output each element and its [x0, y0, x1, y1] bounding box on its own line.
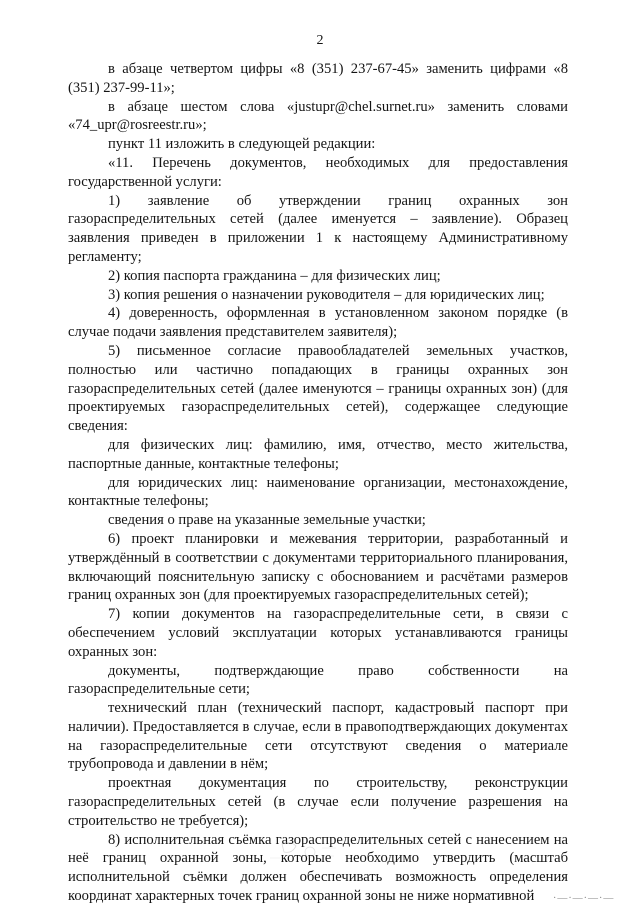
page-number: 2	[316, 33, 324, 48]
paragraph-technical-plan: технический план (технический паспорт, кадастровый паспорт при наличии). Предоставляется в случае, если в правоподтверждающих документах на газораспределительные сети отсутствуют сведения о материале трубопровода и давлении в нём;	[68, 700, 568, 773]
paragraph-item-11-heading: «11. Перечень документов, необходимых для предоставления государственной услуги:	[68, 154, 568, 190]
paragraph-project-documentation: проектная документация по строительству, реконструкции газораспределительных сетей (в случае если получение разрешения на строительство не требуется);	[68, 775, 568, 829]
paragraph-legal-entities: для юридических лиц: наименование организации, местонахождение, контактные телефоны;	[68, 474, 568, 510]
list-item-6-planning-project: 6) проект планировки и межевания территории, разработанный и утверждённый в соответствии с документами территориального планирования, включающий пояснительную записку с обоснованием и расчётами размеров границ охранных зон (для проектируемых газораспределительных сетей);	[68, 530, 568, 604]
list-item-2-passport: 2) копия паспорта гражданина – для физических лиц;	[108, 267, 441, 284]
paragraph-email-change: в абзаце шестом слова «justupr@chel.surnet.ru» заменить словами «74_upr@rosreestr.ru»;	[68, 98, 568, 134]
list-item-3-decision: 3) копия решения о назначении руководителя – для юридических лиц;	[108, 286, 545, 303]
list-item-4-power-of-attorney: 4) доверенность, оформленная в установленном законом порядке (в случае подачи заявления представителем заявителя);	[68, 305, 568, 341]
paragraph-individuals: для физических лиц: фамилию, имя, отчество, место жительства, паспортные данные, контактные телефоны;	[68, 436, 568, 472]
list-item-5-consent: 5) письменное согласие правообладателей земельных участков, полностью или частично попадающих в границы охранных зон газораспределительных сетей (далее именуются – границы охранных зон) (для проектируемых газораспределительных сетей), содержащее следующие сведения:	[68, 342, 568, 435]
paragraph-land-rights: сведения о праве на указанные земельные участки;	[108, 512, 426, 529]
faint-stamp-mark	[262, 838, 352, 866]
list-item-7-network-documents: 7) копии документов на газораспределительные сети, в связи с обеспечением условий эксплуатации которых устанавливаются границы охранных зон:	[68, 606, 568, 660]
list-item-8-as-built-survey: 8) исполнительная съёмка газораспределительных сетей с нанесением на неё границ охранной зоны, которые необходимо утвердить (масштаб исполнительной съёмки должен обеспечивать возможность определения координат характерных точек границ охранной зоны не ниже нормативной	[68, 831, 568, 905]
paragraph-ownership-documents: документы, подтверждающие право собственности на газораспределительные сети;	[68, 662, 568, 698]
paragraph-phone-change: в абзаце четвертом цифры «8 (351) 237-67-45» заменить цифрами «8 (351) 237-99-11»;	[68, 61, 568, 96]
footer-mark: ·—·—·—·—	[553, 893, 615, 904]
list-item-1-application: 1) заявление об утверждении границ охранных зон газораспределительных сетей (далее именуется – заявление). Образец заявления приведен в приложении 1 к настоящему Административному регламенту;	[68, 192, 568, 265]
paragraph-item-11-intro: пункт 11 изложить в следующей редакции:	[108, 136, 376, 153]
document-body	[68, 60, 568, 906]
